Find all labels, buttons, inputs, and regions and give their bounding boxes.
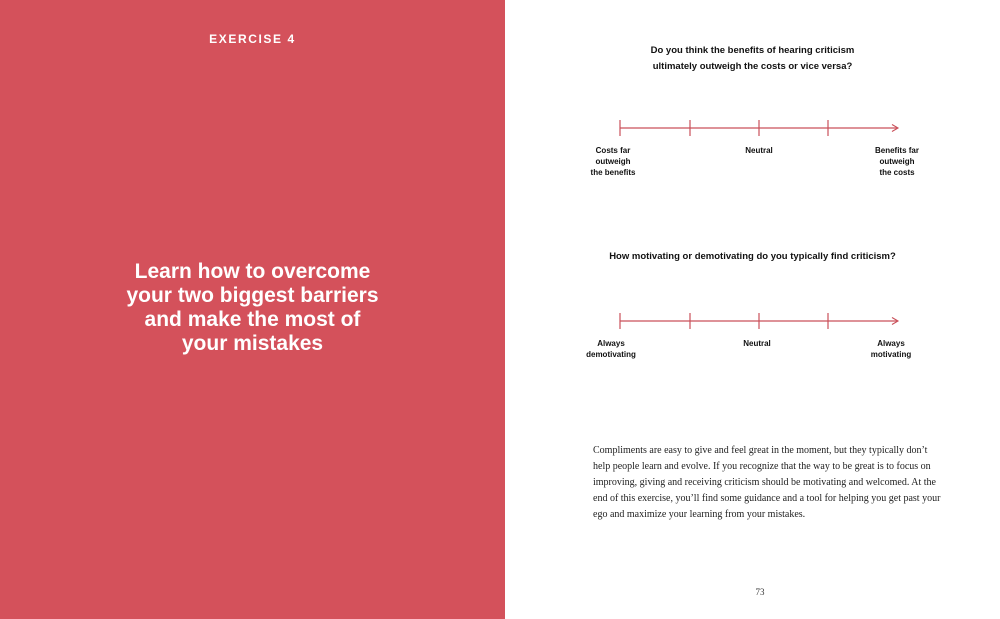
scale-label-line: outweigh [879,157,915,166]
headline-line: Learn how to overcome [134,260,371,283]
scale-label-neutral [712,338,802,349]
body-line: end of this exercise, you’ll find some guidance and a tool for helping you get past your [593,493,941,504]
body-line: ego and maximize your learning from your mistakes. [593,509,806,520]
scale-label-line: Always [877,339,905,348]
scale-label-line: Neutral [745,146,773,155]
question-benefits-costs [505,43,1000,75]
body-paragraph [593,443,941,523]
scale-label-line: the costs [879,168,915,177]
scale-label-line: Benefits far [874,146,919,155]
body-line: help people learn and evolve. If you recognize that the way to be great is to focus on [593,461,931,472]
scale-label-costs [568,145,658,178]
question-line: ultimately outweigh the costs or vice versa? [652,61,853,72]
scale-label-demotivating [566,338,656,360]
headline-line: your two biggest barriers [126,284,379,307]
question-motivation [505,249,1000,265]
scale-label-line: outweigh [595,157,631,166]
body-line: Compliments are easy to give and feel great in the moment, but they typically don’t [593,445,928,456]
scale-label-line: Costs far [595,146,631,155]
scale-label-benefits [852,145,942,178]
headline-line: and make the most of [144,308,361,331]
scale-label-line: Always [597,339,625,348]
scale-label-line: Neutral [743,339,771,348]
right-page [505,0,1000,619]
scale-label-motivating [846,338,936,360]
page-number: 73 [755,587,765,597]
scale-label-line: motivating [870,350,912,359]
question-line: Do you think the benefits of hearing criticism [650,45,855,56]
headline-line: your mistakes [181,332,324,355]
headline [0,260,505,356]
exercise-label: EXERCISE 4 [209,32,296,46]
scale-label-neutral [714,145,804,156]
body-line: improving, giving and receiving criticism should be motivating and welcomed. At the [593,477,936,488]
scale-label-line: the benefits [590,168,636,177]
scale-label-line: demotivating [586,350,636,359]
question-line: How motivating or demotivating do you typically find criticism? [609,251,896,262]
